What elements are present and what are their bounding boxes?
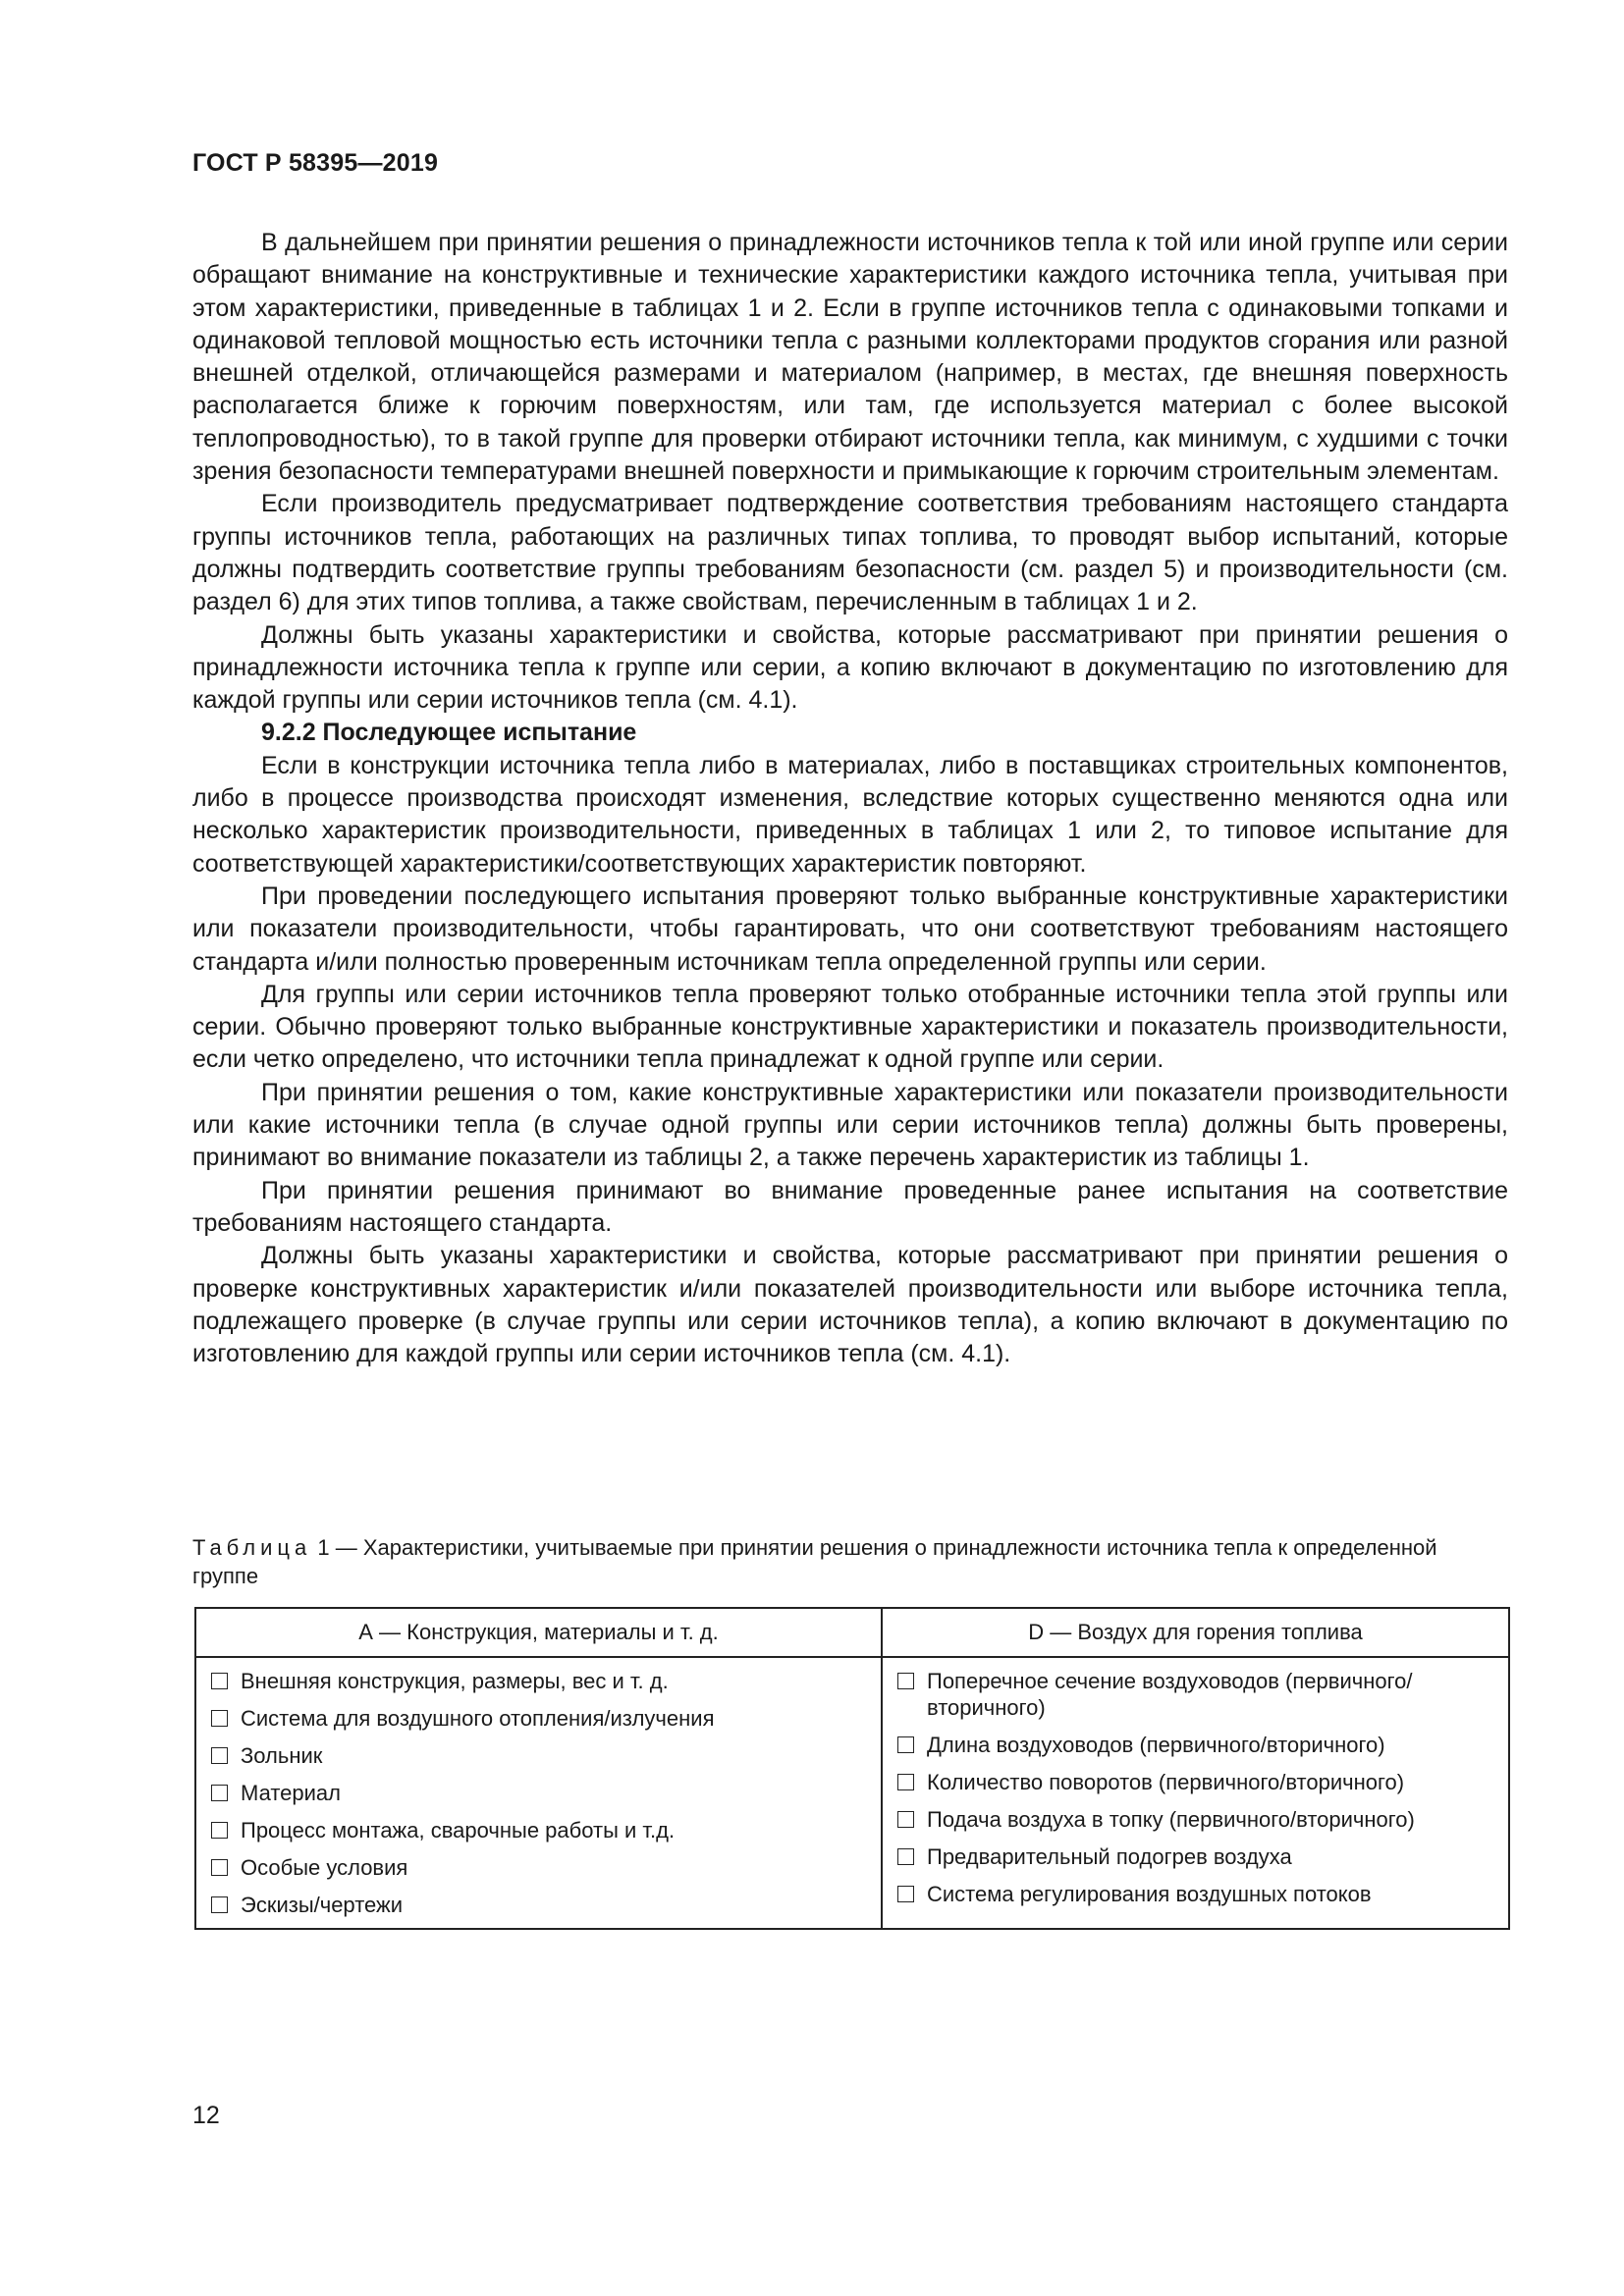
checklist-item	[897, 1806, 1496, 1833]
paragraph: Если в конструкции источника тепла либо в материалах, либо в поставщиках строительных компонентов, либо в процессе производства происходят изменения, вследствие которых существенно меняются одна или несколько характеристик производительности, приведенных в таблицах 1 или 2, то типовое испытание для соответствующей характеристики/соответствующих характеристик повторяют.	[192, 751, 1508, 878]
table-caption-text: 1 — Характеристики, учитываемые при принятии решения о принадлежности источника тепла к определенной группе	[192, 1535, 1437, 1588]
checklist-item-label: Поперечное сечение воздуховодов (первичного/вторичного)	[927, 1669, 1413, 1720]
checkbox-icon	[897, 1886, 914, 1902]
paragraph: Должны быть указаны характеристики и свойства, которые рассматривают при принятии решения о проверке конструктивных характеристик и/или показателей производительности или выборе источника тепла, подлежащего проверке (в случае группы или серии источников тепла), а копию включают в документацию по изготовлению для каждой группы или серии источников тепла (см. 4.1).	[192, 1242, 1508, 1368]
table-caption	[192, 1533, 1508, 1590]
checklist-item-label: Особые условия	[241, 1855, 408, 1880]
checklist-item	[897, 1769, 1496, 1795]
checklist-item	[897, 1668, 1496, 1721]
table-row	[195, 1657, 1509, 1929]
document-header: ГОСТ Р 58395—2019	[192, 149, 439, 177]
checklist-item-label: Предварительный подогрев воздуха	[927, 1844, 1292, 1869]
paragraph: При принятии решения о том, какие конструктивные характеристики или показатели производительности или какие источники тепла (в случае одной группы или серии источников тепла) должны быть проверены, принимают во внимание показатели из таблицы 2, а также перечень характеристик из таблицы 1.	[192, 1078, 1508, 1172]
checkbox-icon	[211, 1747, 228, 1764]
checklist-item-label: Материал	[241, 1781, 341, 1805]
checklist-item	[897, 1843, 1496, 1870]
checkbox-icon	[897, 1811, 914, 1828]
checklist-item-label: Система регулирования воздушных потоков	[927, 1882, 1372, 1906]
checklist-item	[211, 1892, 869, 1918]
paragraph: При проведении последующего испытания проверяют только выбранные конструктивные характеристики или показатели производительности, чтобы гарантировать, что они соответствуют требованиям настоящего стандарта и/или полностью проверенным источникам тепла определенной группы или серии.	[192, 881, 1508, 976]
paragraph: Должны быть указаны характеристики и свойства, которые рассматривают при принятии решения о принадлежности источника тепла к группе или серии, а копию включают в документацию по изготовлению для каждой группы или серии источников тепла (см. 4.1).	[192, 620, 1508, 715]
column-header-combustion-air: D — Воздух для горения топлива	[882, 1608, 1509, 1657]
checklist-item	[897, 1881, 1496, 1907]
checklist-item-label: Количество поворотов (первичного/вторичного)	[927, 1770, 1405, 1794]
checklist-item-label: Процесс монтажа, сварочные работы и т.д.	[241, 1818, 676, 1842]
checklist-item-label: Внешняя конструкция, размеры, вес и т. д.	[241, 1669, 669, 1693]
checklist-item-label: Эскизы/чертежи	[241, 1893, 404, 1917]
checkbox-icon	[897, 1736, 914, 1753]
paragraph: Для группы или серии источников тепла проверяют только отобранные источники тепла этой группы или серии. Обычно проверяют только выбранные конструктивные характеристики и показатель производительности, если четко определено, что источники тепла принадлежат к одной группе или серии.	[192, 980, 1508, 1074]
column-combustion-air	[882, 1657, 1509, 1929]
checkbox-icon	[897, 1774, 914, 1790]
checklist-item	[211, 1817, 869, 1843]
checklist-item	[211, 1742, 869, 1769]
checklist-item	[211, 1705, 869, 1732]
table-header-row	[195, 1608, 1509, 1657]
table-caption-label: Таблица	[192, 1535, 312, 1560]
section-heading: 9.2.2 Последующее испытание	[261, 719, 637, 747]
checkbox-icon	[211, 1673, 228, 1689]
paragraph: При принятии решения принимают во внимание проведенные ранее испытания на соответствие требованиям настоящего стандарта.	[192, 1176, 1508, 1237]
checklist-item	[211, 1780, 869, 1806]
checkbox-icon	[211, 1859, 228, 1876]
page-number: 12	[192, 2102, 220, 2129]
checklist-item-label: Зольник	[241, 1743, 323, 1768]
column-header-construction: А — Конструкция, материалы и т. д.	[195, 1608, 882, 1657]
checkbox-icon	[211, 1822, 228, 1839]
paragraph: Если производитель предусматривает подтверждение соответствия требованиям настоящего стандарта группы источников тепла, работающих на различных типах топлива, то проводят выбор испытаний, которые должны подтвердить соответствие группы требованиям безопасности (см. раздел 5) и производительности (см. раздел 6) для этих типов топлива, а также свойствам, перечисленным в таблицах 1 и 2.	[192, 490, 1508, 616]
column-construction	[195, 1657, 882, 1929]
checkbox-icon	[897, 1848, 914, 1865]
checkbox-icon	[211, 1785, 228, 1801]
checkbox-icon	[897, 1673, 914, 1689]
paragraph: В дальнейшем при принятии решения о принадлежности источников тепла к той или иной группе или серии обращают внимание на конструктивные и технические характеристики каждого источника тепла, учитывая при этом характеристики, приведенные в таблицах 1 и 2. Если в группе источников тепла с одинаковыми топками и одинаковой тепловой мощностью есть источники тепла с разными коллекторами продуктов сгорания или разной внешней отделкой, отличающейся размерами и материалом (например, в местах, где внешняя поверхность располагается ближе к горючим поверхностям, или там, где используется материал с более высокой теплопроводностью), то в такой группе для проверки отбирают источники тепла, как минимум, с худшими с точки зрения безопасности температурами внешней поверхности и примыкающие к горючим строительным элементам.	[192, 229, 1508, 486]
body-text	[192, 227, 1508, 1370]
checkbox-icon	[211, 1710, 228, 1727]
checklist-item	[211, 1854, 869, 1881]
checklist-item	[897, 1732, 1496, 1758]
characteristics-table	[194, 1607, 1510, 1930]
checklist-item	[211, 1668, 869, 1694]
checklist-item-label: Система для воздушного отопления/излучения	[241, 1706, 715, 1731]
checkbox-icon	[211, 1896, 228, 1913]
checklist-item-label: Длина воздуховодов (первичного/вторичного)	[927, 1733, 1385, 1757]
checklist-item-label: Подача воздуха в топку (первичного/вторичного)	[927, 1807, 1415, 1832]
